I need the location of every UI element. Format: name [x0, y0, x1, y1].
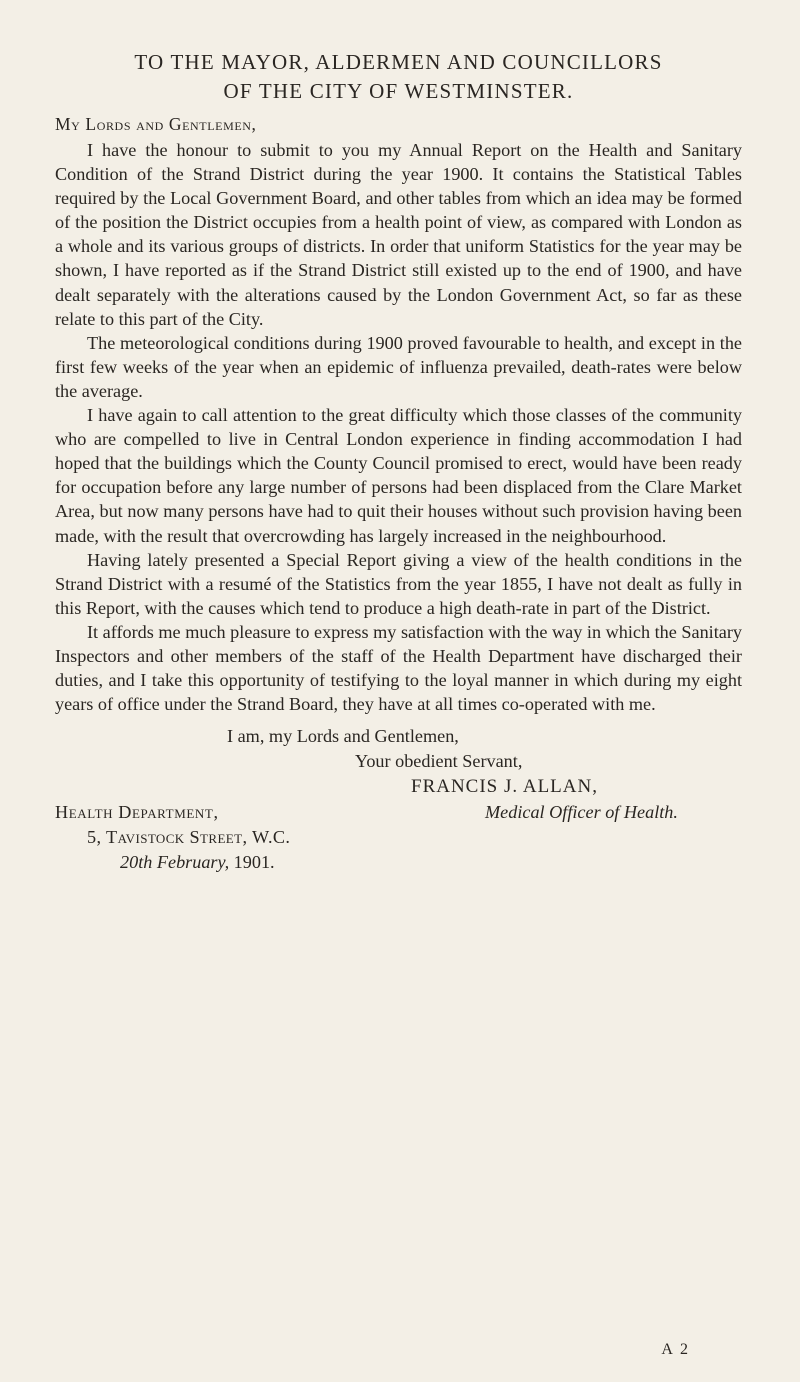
paragraph-meteorological: The meteorological conditions during 1900 proved favourable to health, and except in the first few weeks of the year when an epidemic of influenza prevailed, death-rates were below the average. — [55, 332, 742, 401]
signature-block — [55, 773, 742, 825]
heading-line-1: TO THE MAYOR, ALDERMEN AND COUNCILLORS — [134, 50, 663, 74]
letter-body — [55, 138, 742, 716]
paragraph-special-report: Having lately presented a Special Report giving a view of the health conditions in the Strand District with a resumé of the Statistics from the year 1855, I have not dealt as fully in this Report, with the causes which tend to produce a high death-rate in part of the District. — [55, 549, 742, 618]
closing-line-1: I am, my Lords and Gentlemen, — [227, 726, 459, 747]
heading-line-2: OF THE CITY OF WESTMINSTER. — [223, 79, 574, 103]
paragraph-accommodation: I have again to call attention to the great difficulty which those classes of the community who are compelled to live in Central London experience in finding accommodation I had hoped that the buildings which the County Council promised to erect, would have been ready for occupation before any large number of persons had been displaced from the Clare Market Area, but now many persons have had to quit their houses without such provision having been made, with the result that overcrowding has largely increased in the neighbourhood. — [55, 405, 742, 546]
closing-line-2: Your obedient Servant, — [355, 750, 523, 771]
page-signature-mark: A 2 — [661, 1341, 690, 1358]
date-day: 20th February, — [120, 851, 230, 872]
date-year: 1901. — [233, 851, 275, 872]
letter-closing — [55, 724, 742, 874]
paragraph-staff-thanks: It affords me much pleasure to express my satisfaction with the way in which the Sanitary Inspectors and other members of the staff of the Health Department have discharged their duties, and I take this opportunity of testifying to the loyal manner in which during my eight years of office under the Strand Board, they have at all times co-operated with me. — [55, 621, 742, 715]
signature-name: FRANCIS J. ALLAN, — [411, 776, 598, 798]
department-name: Health Department, — [55, 802, 219, 823]
salutation: My Lords and Gentlemen, — [55, 114, 257, 134]
report-heading — [55, 48, 742, 106]
date-line — [55, 850, 742, 875]
paragraph-annual-report: I have the honour to submit to you my Annual Report on the Health and Sanitary Condition of the Strand District during the year 1900. It contains the Statistical Tables required by the Local Government Board, and other tables from which an idea may be formed of the position the District occupies from a health point of view, as compared with London as a whole and its various groups of districts. In order that uniform Statistics for the year may be shown, I have reported as if the Strand District still existed up to the end of 1900, and have dealt separately with the alterations caused by the London Government Act, so far as these relate to this part of the City. — [55, 140, 742, 329]
signature-title: Medical Officer of Health. — [485, 802, 678, 823]
address-line: 5, Tavistock Street, W.C. — [87, 827, 291, 848]
